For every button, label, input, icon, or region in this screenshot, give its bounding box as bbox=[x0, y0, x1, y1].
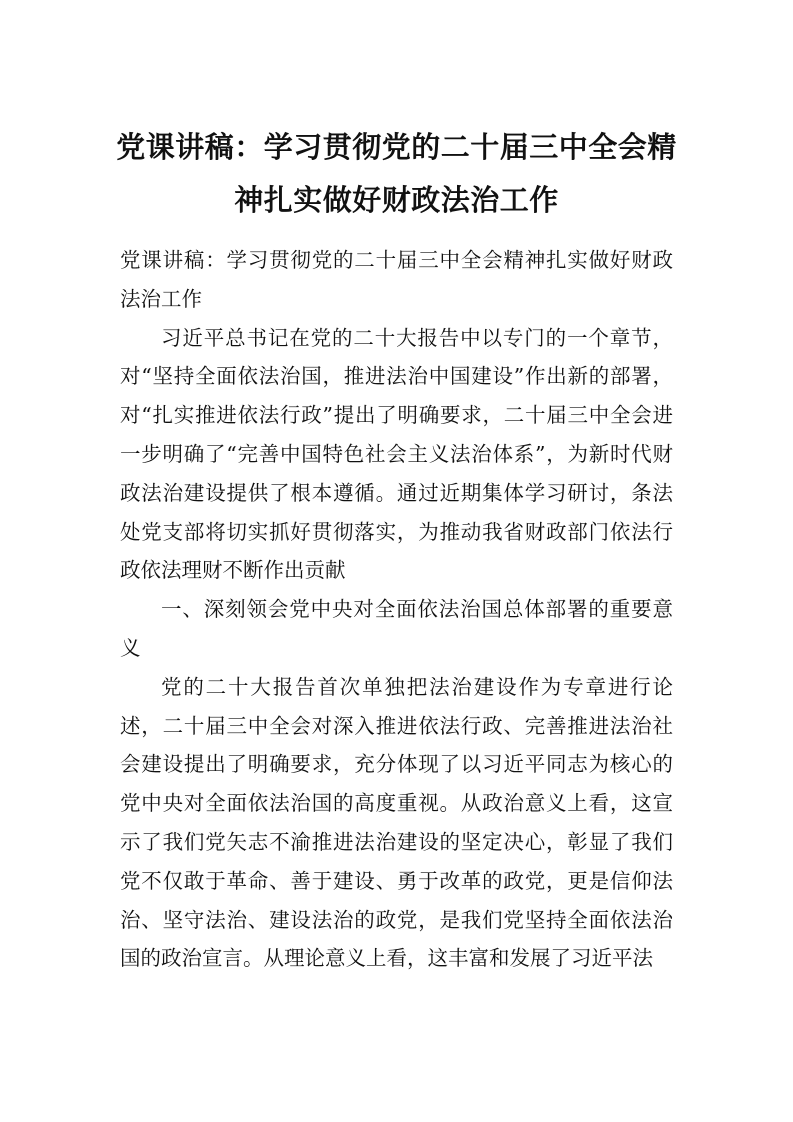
subtitle-paragraph: 党课讲稿：学习贯彻党的二十届三中全会精神扎实做好财政法治工作 bbox=[120, 248, 673, 311]
document-title: 党课讲稿：学习贯彻党的二十届三中全会精神扎实做好财政法治工作 bbox=[116, 130, 677, 217]
document-body bbox=[120, 241, 673, 978]
section-heading: 一、深刻领会党中央对全面依法治国总体部署的重要意义 bbox=[120, 597, 673, 660]
body-paragraph: 党的二十大报告首次单独把法治建设作为专章进行论述，二十届三中全会对深入推进依法行政、完善推进法治社会建设提出了明确要求，充分体现了以习近平同志为核心的党中央对全面依法治国的高度重视。从政治意义上看，这宣示了我们党矢志不渝推进法治建设的坚定决心，彰显了我们党不仅敢于革命、善于建设、勇于改革的政党，更是信仰法治、坚守法治、建设法治的政党，是我们党坚持全面依法治国的政治宣言。从理论意义上看，这丰富和发展了习近平法 bbox=[120, 674, 673, 971]
intro-paragraph: 习近平总书记在党的二十大报告中以专门的一个章节，对“坚持全面依法治国，推进法治中国建设”作出新的部署，对“扎实推进依法行政”提出了明确要求，二十届三中全会进一步明确了“完善中国特色社会主义法治体系”，为新时代财政法治建设提供了根本遵循。通过近期集体学习研讨，条法处党支部将切实抓好贯彻落实，为推动我省财政部门依法行政依法理财不断作出贡献 bbox=[120, 325, 673, 583]
